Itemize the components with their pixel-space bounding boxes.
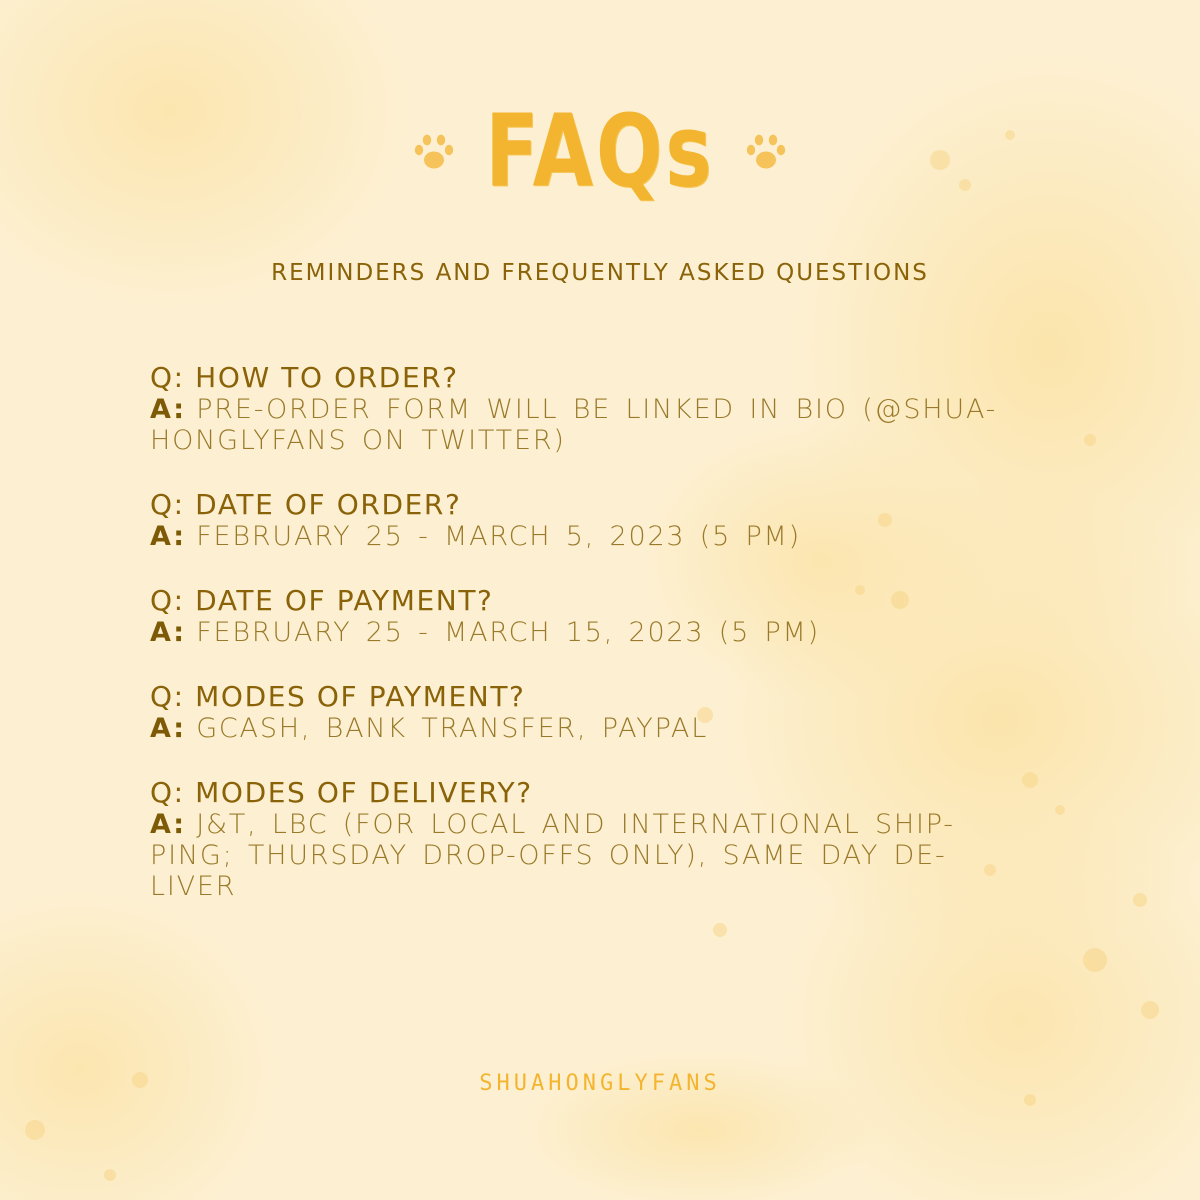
answer-text: HONGLYFANS ON TWITTER) [150,425,566,456]
answer-prefix: A: [150,521,186,552]
faq-answer [150,394,1050,456]
page-subtitle: REMINDERS AND FREQUENTLY ASKED QUESTIONS [271,260,929,286]
faq-question: Q: DATE OF PAYMENT? [150,584,494,617]
faq-answer [150,617,1050,648]
faq-item [150,777,1050,902]
paw-print-icon [411,129,457,175]
footer-handle: SHUAHONGLYFANS [479,1071,721,1096]
answer-text: J&T, LBC (FOR LOCAL AND INTERNATIONAL SHIP- [196,809,955,840]
faq-answer-line [150,617,1050,648]
answer-prefix: A: [150,394,186,425]
answer-prefix: A: [150,617,186,648]
faq-answer-line [150,394,1050,425]
answer-text: FEBRUARY 25 - MARCH 5, 2023 (5 PM) [196,521,801,552]
answer-text: PING; THURSDAY DROP-OFFS ONLY), SAME DAY DE- [150,840,947,871]
faq-question: Q: MODES OF DELIVERY? [150,776,533,809]
faq-answer-line [150,840,1050,871]
faq-item [150,681,1050,744]
page-title: FAQs [485,94,715,210]
faq-list [150,362,1050,935]
faq-answer-line [150,521,1050,552]
faq-answer-line [150,425,1050,456]
answer-text: GCASH, BANK TRANSFER, PAYPAL [196,713,709,744]
faq-question: Q: DATE OF ORDER? [150,488,462,521]
answer-prefix: A: [150,713,186,744]
title-row [0,92,1200,212]
faq-answer-line [150,809,1050,840]
answer-prefix: A: [150,809,186,840]
faq-question: Q: HOW TO ORDER? [150,361,459,394]
answer-text: FEBRUARY 25 - MARCH 15, 2023 (5 PM) [196,617,820,648]
faq-item [150,489,1050,552]
faq-answer-line [150,871,1050,902]
paw-print-icon [743,129,789,175]
faq-item [150,585,1050,648]
faq-answer [150,713,1050,744]
faq-question: Q: MODES OF PAYMENT? [150,680,526,713]
faq-answer [150,521,1050,552]
faq-item [150,362,1050,456]
faq-answer-line [150,713,1050,744]
answer-text: PRE-ORDER FORM WILL BE LINKED IN BIO (@SHUA- [196,394,998,425]
answer-text: LIVER [150,871,237,902]
faq-answer [150,809,1050,902]
